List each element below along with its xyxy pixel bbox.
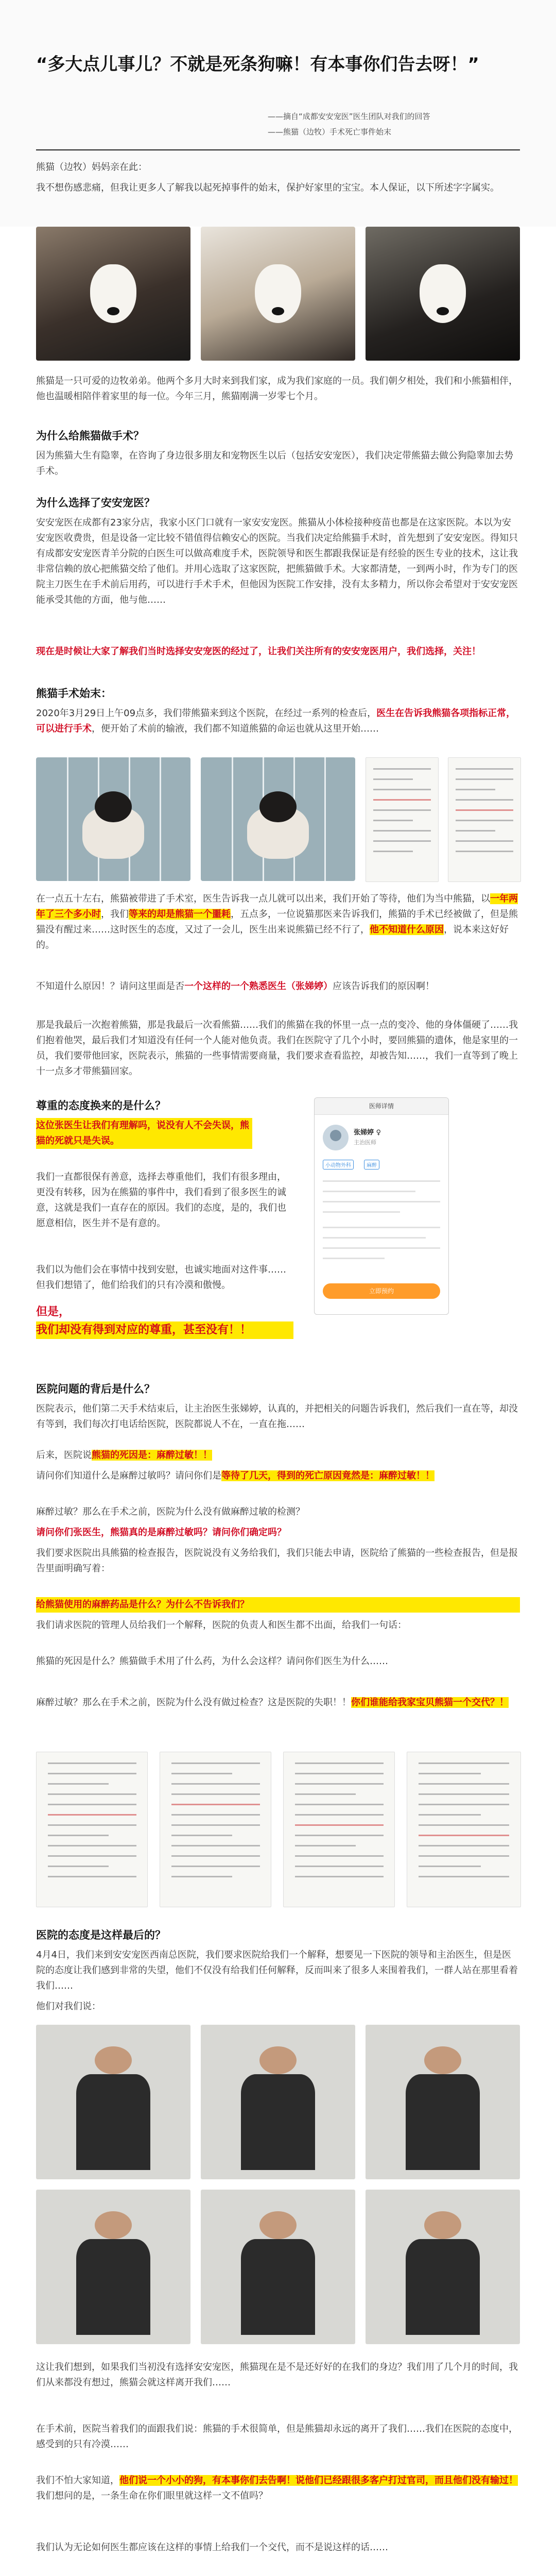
issues-p8: 我们请求医院的管理人员给我们一个解释，医院的负责人和医生都不出面，给我们一句话：	[36, 1620, 407, 1631]
attitude-p2: 他们对我们说：	[36, 2001, 101, 2012]
hospital-staff-photo-5	[201, 2190, 355, 2344]
intro-paragraph: 我不想伤感悲痛，但我让更多人了解我以起死掉事件的始末，保护好家里的宝宝。本人保证，以下所述字字属实。	[36, 182, 499, 193]
dog-photo-3	[366, 227, 520, 361]
dog-photo-2	[201, 227, 355, 361]
intro-story: 熊猫是一只可爱的边牧弟弟。他两个多月大时来到我们家，成为我们家庭的一员。我们朝夕相处，我们和小熊猫相伴，他也温暖相陪伴着家里的每一位。今年三月，熊猫刚满一岁零七个月。	[36, 376, 518, 402]
why-surgery-body: 因为熊猫大生有隐睾，在咨询了身边很多朋友和宠物医生以后（包括安安宠医），我们决定带熊猫去做公狗隐睾加去势手术。	[36, 450, 513, 477]
why-hospital-body: 安安宠医在成都有23家分店，我家小区门口就有一家安安宠医。熊猫从小体检接种疫苗也都是在这家医院。本以为安安宠医收费贵，但是设备一定比较不错值得信赖安心的医院。当我们决定给熊猫手术时，首先想到了安安宠医。得知只有成都安安宠医青羊分院的白医生可以做高难度手术，医院领导和医生都跟我保证是有经验的医生专业的技术，这让我非常信赖的放心把熊猫交给了他们。并用心选取了这家医院，把熊猫做手术。大家都清楚，一到两小时，作为专门的医院主刀医生在手术前后用药，可以进行手术手术，但他因为医院工作安排，没有太多精力，所以你会希望对于安安宠医能承受其他的方面，他与他……	[36, 517, 518, 605]
respect-red-quote: 这位张医生让我们有理解吗，说没有人不会失误，熊猫的死就只是失误。	[36, 1118, 252, 1149]
hospital-staff-photo-2	[201, 2025, 355, 2179]
issues-p6: 我们要求医院出具熊猫的检查报告，医院说没有义务给我们，我们只能去申请，医院给了熊猫的一些检查报告，但是报告里面明确写着：	[36, 1548, 518, 1574]
issues-p3: 请问你们知道什么是麻醉过敏吗？请问你们是等待了几天，得到的死亡原因竟然是：麻醉过敏！！	[36, 1470, 435, 1481]
timeline-p1: 2020年3月29日上午09点多，我们带熊猫来到这个医院，在经过一系列的检查后，医生在告诉我熊猫各项指标正常，可以进行手术，便开始了术前的输液，我们都不知道熊猫的命运也就从这里开始……	[36, 708, 516, 734]
hospital-staff-photo-1	[36, 2025, 190, 2179]
medical-record-photo-4	[407, 1752, 521, 1907]
receipt-photo-2	[448, 757, 521, 882]
timeline-p2: 在一点五十左右，熊猫被带进了手术室，医生告诉我一点儿就可以出来，我们开始了等待，他们为当中熊猫，以一年两年了三个多小时，我们等来的却是熊猫一个噩耗，五点多，一位说猫那医来告诉我们，熊猫的手术已经被做了，但是熊猫没有醒过来……这时医生的态度，又过了一会儿，医生出来说熊猫已经不行了，他不知道什么原因，说本来这好好的。	[36, 893, 518, 951]
respect-red-1: 但是，	[36, 1306, 71, 1318]
attitude-p4: 在手术前，医院当着我们的面跟我们说：熊猫的手术很简单，但是熊猫却永远的离开了我们……我们在医院的态度中，感受到的只有冷漠……	[36, 2424, 518, 2450]
book-button: 立即预约	[323, 1283, 440, 1299]
doctor-role: 主治医师	[354, 1139, 376, 1146]
heading-hospital-attitude: 医院的态度是这样最后的？	[36, 1929, 166, 1941]
issues-p4: 麻醉过敏？那么在手术之前，医院为什么没有做麻醉过敏的检测？	[36, 1506, 305, 1517]
heading-why-surgery: 为什么给熊猫做手术？	[36, 430, 144, 442]
cage-photo-1	[36, 757, 190, 881]
hospital-staff-photo-4	[36, 2190, 190, 2344]
doctor-name: 张娣婷 ♀	[354, 1129, 381, 1137]
article-title: “多大点儿事儿？不就是死条狗嘛！有本事你们告去呀！”	[36, 54, 479, 75]
issues-p7: 给熊猫使用的麻醉药品是什么？为什么不告诉我们？	[36, 1597, 520, 1613]
timeline-p4: 那是我最后一次抱着熊猫，那是我最后一次看熊猫……我们的熊猫在我的怀里一点一点的变冷、他的身体僵硬了……我们抱着他哭，最后我们才知道没有任何一个人能对他负责。我们在医院守了几个小时，要回熊猫的遗体，他是家里的一员，我们要带他回家，医院表示，熊猫的一些事情需要商量，我们要求查看监控，却被告知……，我们一直等到了晚上十一点多才带熊猫回家。	[36, 1020, 518, 1077]
respect-p3: 我们以为他们会在事情中找到安慰，也诚实地面对这件事……但我们想错了，他们给我们的只有冷漠和傲慢。	[36, 1264, 286, 1291]
timeline-p3: 不知道什么原因！？请问这里面是否一个这样的一个熟悉医生（张娣婷）应该告诉我们的原因啊！	[36, 981, 435, 992]
cage-photo-2	[201, 757, 355, 881]
attitude-p1: 4月4日，我们来到安安宠医西南总医院，我们要求医院给我们一个解释，想要见一下医院的领导和主治医生，但是医院的态度让我们感到非常的失望，他们不仅没有给我们任何解释，反而叫来了很多人来围着我们，一群人站在那里看着我们……	[36, 1950, 518, 1991]
medical-record-photo-1	[36, 1752, 148, 1907]
profile-topbar: 医师详情	[315, 1098, 448, 1115]
doctor-profile-screenshot	[314, 1097, 449, 1315]
article-subtitle-topic: ——熊猫（边牧）手术死亡事件始末	[268, 127, 392, 137]
respect-red-2: 我们却没有得到对应的尊重，甚至没有！！	[36, 1321, 293, 1339]
heading-why-hospital: 为什么选择了安安宠医？	[36, 497, 155, 509]
attitude-p3: 这让我们想到，如果我们当初没有选择安安宠医，熊猫现在是不是还好好的在我们的身边？我们用了几个月的时间，我们从来都没有想过，熊猫会就这样离开我们……	[36, 2362, 518, 2388]
attitude-p5: 我们不怕大家知道，他们说一个小小的狗，有本事你们去告啊！说他们已经跟很多客户打过官司，而且他们没有输过！我们想问的是，一条生命在你们眼里就这样一文不值吗？	[36, 2475, 518, 2501]
title-divider	[36, 149, 520, 150]
why-hospital-red: 现在是时候让大家了解我们当时选择安安宠医的经过了，让我们关注所有的安安宠医用户，我们选择，关注！	[36, 646, 481, 657]
issues-p1: 医院表示，他们第二天手术结束后，让主治医生张娣婷，认真的，并把相关的问题告诉我们，然后我们一直在等，却没有等到，我们每次打电话给医院，医院都说人不在，一直在拖……	[36, 1403, 518, 1430]
greeting: 熊猫（边牧）妈妈亲在此：	[36, 162, 147, 173]
receipt-photo-1	[366, 757, 439, 882]
medical-record-photo-2	[160, 1752, 271, 1907]
issues-p5: 请问你们张医生，熊猫真的是麻醉过敏吗？请问你们确定吗？	[36, 1527, 286, 1538]
issues-p10: 麻醉过敏？那么在手术之前，医院为什么没有做过检查？这是医院的失职！！你们谁能给我家宝贝熊猫一个交代？！	[36, 1697, 509, 1708]
doctor-avatar	[323, 1125, 349, 1150]
attitude-p6: 我们认为无论如何医生都应该在这样的事情上给我们一个交代，而不是说这样的话……	[36, 2542, 388, 2553]
hospital-staff-photo-6	[366, 2190, 520, 2344]
doctor-tag-1: 小动物外科	[323, 1160, 354, 1170]
doctor-tag-2: 麻醉	[364, 1160, 379, 1170]
heading-respect: 尊重的态度换来的是什么？	[36, 1099, 166, 1112]
hospital-staff-photo-3	[366, 2025, 520, 2179]
medical-record-photo-3	[283, 1752, 395, 1907]
issues-p2: 后来，医院说熊猫的死因是：麻醉过敏！！	[36, 1450, 212, 1461]
heading-surgery-timeline: 熊猫手术始末：	[36, 687, 112, 700]
issues-p9: 熊猫的死因是什么？熊猫做手术用了什么药，为什么会这样？请问你们医生为什么……	[36, 1656, 388, 1667]
dog-photo-1	[36, 227, 190, 361]
heading-hospital-issues: 医院问题的背后是什么？	[36, 1383, 155, 1395]
article-subtitle-source: ——摘自“成都安安宠医”医生团队对我们的回答	[268, 112, 430, 121]
respect-p2: 我们一直都很保有善意，选择去尊重他们，我们有很多理由，更没有转移，因为在熊猫的事件中，我们看到了很多医生的诚意，这就是我们一直存在的原因。我们的态度，是的，我们也愿意相信，医生并不是有意的。	[36, 1172, 286, 1229]
